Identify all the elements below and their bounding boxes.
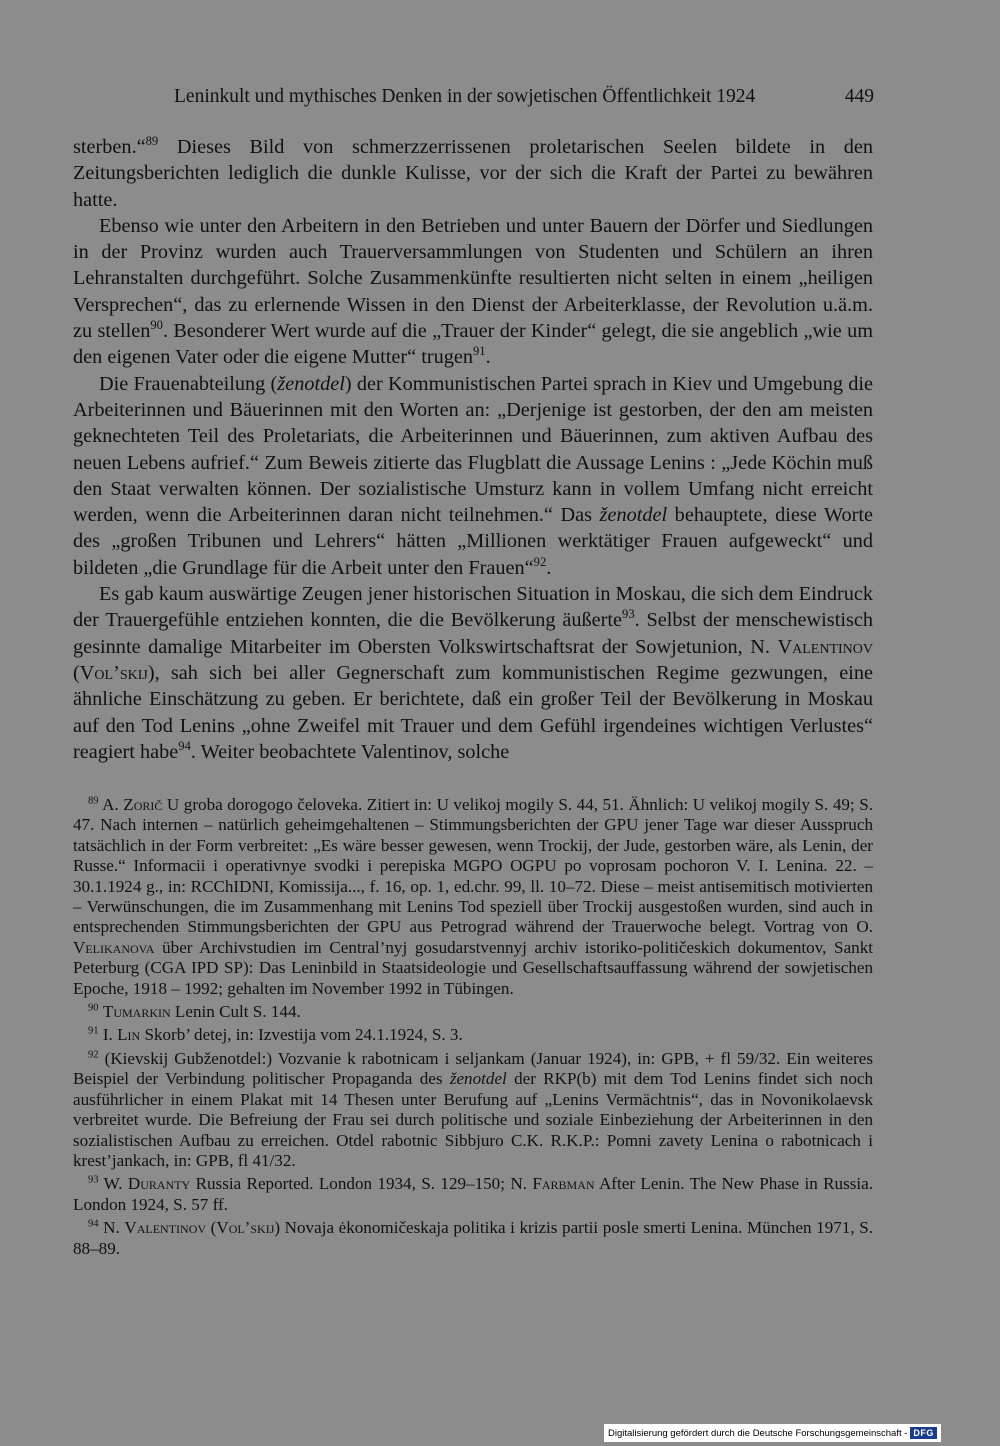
footnote-91: $^{91}$ I. Lin Skorb’ detej, in: Izvestija vom 24.1.1924, S. 3. <box>88 1025 463 1045</box>
paragraph-4: Es gab kaum auswärtige Zeugen jener historischen Situation in Moskau, die sich dem Eindruck der Trauergefühle entziehen konnten, die die Bevölkerung äußerte$^{93}$. Selbst der menschewistisch gesinnte damalige Mitarbeiter im Obersten Volkswirtschaftsrat der Sowjetunion, N. Valentinov (Vol’skij), sah sich bei aller Gegnerschaft zum kommunistischen Regime gezwungen, eine ähnliche Einschätzung zu geben. Er berichtete, daß ein großer Teil der Bevölkerung in Moskau auf den Tod Lenins „ohne Zweifel mit Trauer und dem Gefühl irgendeines wichtigen Verlustes“ reagiert habe$^{94}$. Weiter beobachtete Valentinov, solche <box>73 583 873 763</box>
footnote-ref-89[interactable]: 89 <box>145 134 159 149</box>
digitization-credit <box>604 1424 941 1442</box>
footnote-ref-91[interactable]: 91 <box>473 344 486 359</box>
paragraph-1: sterben.“$^{89}$ Dieses Bild von schmerzzerrissenen proletarischen Seelen bildete in den Zeitungsberichten lediglich die dunkle Kulisse, vor der sich die Kraft der Partei zu bewähren hatte. <box>73 134 873 211</box>
footnote-ref-93[interactable]: 93 <box>622 607 635 622</box>
paragraph-3: Die Frauenabteilung (ženotdel) der Kommunistischen Partei sprach in Kiev und Umgebung die Arbeiterinnen und Bäuerinnen mit den Worten an: „Derjenige ist gestorben, der den am meisten geknechteten Teil des Proletariats, die Arbeiterinnen und Bäuerinnen, zum aktiven Aufbau des neuen Lebens aufrief.“ Zum Beweis zitierte das Flugblatt die Aussage Lenins : „Jede Köchin muß den Staat verwalten können. Der sozialistische Umsturz kann in vollem Umfang nicht erreicht werden, wenn die Arbeiterinnen daran nicht teilnehmen.“ Das ženotdel behauptete, diese Worte des „großen Tribunen und Lehrers“ hätten „Millionen werktätiger Frauen aufgeweckt“ und bildeten „die Grundlage für die Arbeit unter den Frauen“$^{92}$. <box>73 372 873 579</box>
main-text <box>73 134 873 765</box>
page-number: 449 <box>844 86 874 107</box>
footnote-ref-92[interactable]: 92 <box>533 554 547 569</box>
footnote-93: $^{93}$ W. Duranty Russia Reported. London 1934, S. 129–150; N. Farbman After Lenin. The New Phase in Russia. London 1924, S. 57 ff. <box>73 1174 873 1214</box>
credit-text: Digitalisierung gefördert durch die Deutsche Forschungsgemeinschaft - <box>608 1427 908 1439</box>
footnote-90: $^{90}$ Tumarkin Lenin Cult S. 144. <box>88 1002 301 1022</box>
footnote-ref-94[interactable]: 94 <box>178 739 191 754</box>
footnotes <box>73 795 873 1262</box>
paragraph-2: Ebenso wie unter den Arbeitern in den Betrieben und unter Bauern der Dörfer und Siedlungen in der Provinz wurden auch Trauerversammlungen von Studenten und Schülern an ihren Lehranstalten durchgeführt. Solche Zusammenkünfte resultierten nicht selten in einem „heiligen Versprechen“, das zu erlernende Wissen in den Dienst der Arbeiterklasse, der Revolution u.ä.m. zu stellen$^{90}$. Besonderer Wert wurde auf die „Trauer der Kinder“ gelegt, die sie angeblich „wie um den eigenen Vater oder die eigene Mutter“ trugen$^{91}$. <box>73 214 873 369</box>
running-title: Leninkult und mythisches Denken in der sowjetischen Öffentlichkeit 1924 <box>174 86 756 107</box>
dfg-logo-icon: DFG <box>910 1427 937 1439</box>
footnote-89: $^{89}$ A. Zorič U groba dorogogo čeloveka. Zitiert in: U velikoj mogily S. 44, 51. Ähnlich: U velikoj mogily S. 49; S. 47. Nach internen – natürlich geheimgehaltenen – Stimmungsberichten der GPU jener Tage war dieser Ausspruch tatsächlich in der Form verbreitet: „Es wäre besser gewesen, wenn Trockij, der Jude, gestorben wäre, als Lenin, der Russe.“ Informacii i operativnye svodki i perepiska MGPO OGPU po voprosam pochoron V. I. Lenina. 22. – 30.1.1924 g., in: RCChIDNI, Komissija..., f. 16, op. 1, ed.chr. 99, ll. 10–72. Diese – meist antisemitisch motivierten – Verwünschungen, die im Zusammenhang mit Lenins Tod speziell über Trockij ausgestoßen wurden, sind auch in entsprechenden Stimmungsberichten der GPU aus Petrograd während der Trauerwoche belegt. Vortrag von O. Velikanova über Archivstudien im Central’nyj gosudarstvennyj archiv istoriko-političeskich dokumentov, Sankt Peterburg (CGA IPD SP): Das Leninbild in Staatsideologie und Gesellschaftsauffassung während der sowjetischen Epoche, 1918 – 1992; gehalten im November 1992 in Tübingen. <box>73 795 873 998</box>
footnote-92: $^{92}$ (Kievskij Gubženotdel:) Vozvanie k rabotnicam i seljankam (Januar 1924), in: GPB, + fl 59/32. Ein weiteres Beispiel der Verbindung politischer Propaganda des ženotdel der RKP(b) mit dem Tod Lenins findet sich noch ausführlicher in einem Plakat mit 14 Thesen unter Berufung auf „Lenins Vermächtnis“, das in Novonikolaevsk verbreitet wurde. Die Befreiung der Frau sei durch politische und soziale Einbeziehung der Arbeiterinnen in den sozialistischen Aufbau zu erreichen. Otdel rabotnic Sibbjuro C.K. R.K.P.: Pomni zavety Lenina o rabotnicach i krest’jankach, in: GPB, fl 41/32. <box>73 1048 874 1170</box>
footnote-94: $^{94}$ N. Valentinov (Vol’skij) Novaja ėkonomičeskaja politika i krizis partii posle smerti Lenina. München 1971, S. 88–89. <box>73 1218 873 1258</box>
running-header <box>174 86 874 112</box>
footnote-ref-90[interactable]: 90 <box>150 318 163 333</box>
